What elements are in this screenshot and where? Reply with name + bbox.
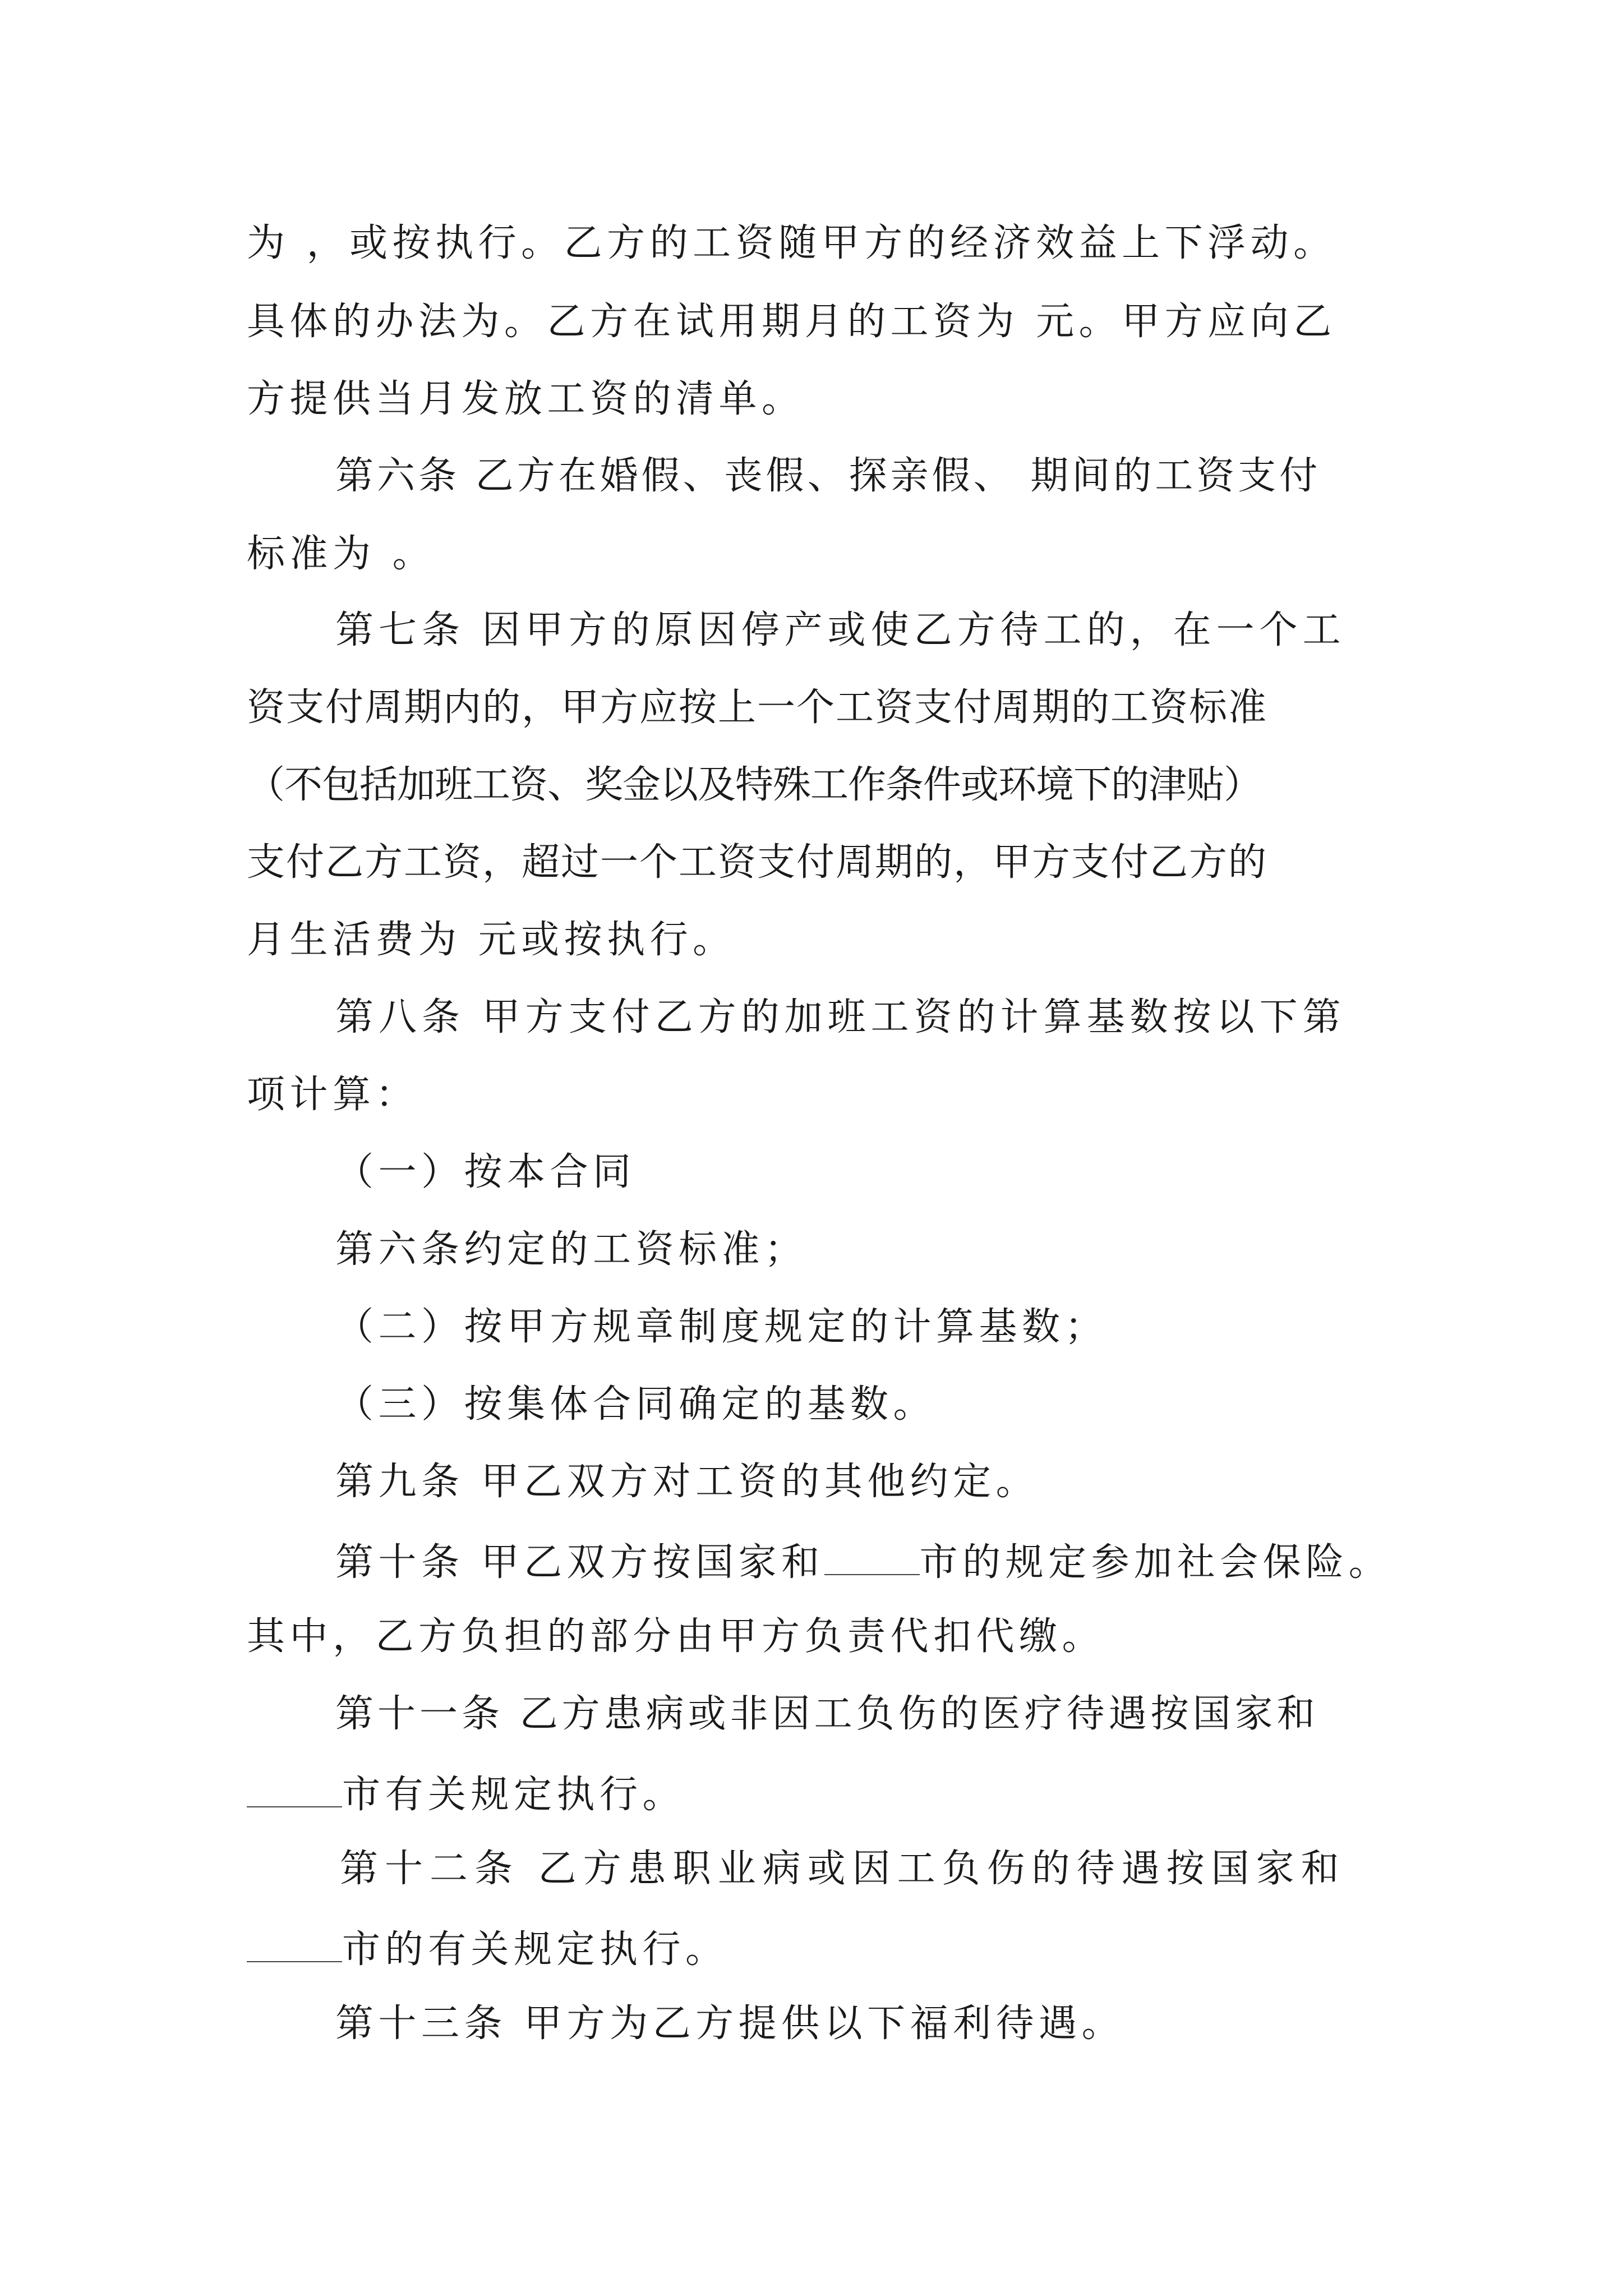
text-line: 第十一条 乙方患病或非因工负伤的医疗待遇按国家和	[335, 1692, 1319, 1736]
text-line: 月生活费为 元或按执行。	[247, 918, 736, 962]
text-line: 其中，乙方负担的部分由甲方负责代扣代缴。	[247, 1614, 1105, 1659]
text-line	[335, 1540, 1392, 1585]
text-line	[247, 1927, 728, 1972]
text-line: 第六条 乙方在婚假、丧假、探亲假、 期间的工资支付	[335, 454, 1321, 498]
text-line: 项计算：	[247, 1073, 419, 1117]
text-line: 第十三条 甲方为乙方提供以下福利待遇。	[335, 2001, 1125, 2046]
text-line: 第九条 甲乙双方对工资的其他约定。	[335, 1460, 1039, 1504]
text-segment: 第十条 甲乙双方按国家和	[335, 1540, 824, 1585]
text-line	[247, 1773, 686, 1817]
text-line: （一）按本合同	[335, 1150, 636, 1194]
fill-in-blank	[247, 1927, 342, 1962]
text-line: 具体的办法为。乙方在试用期月的工资为 元。甲方应向乙	[247, 300, 1336, 344]
text-line: 为 ，或按执行。乙方的工资随甲方的经济效益上下浮动。	[247, 221, 1336, 265]
text-line: 第七条 因甲方的原因停产或使乙方待工的，在一个工	[335, 608, 1346, 652]
text-line: 第十二条 乙方患职业病或因工负伤的待遇按国家和	[340, 1847, 1346, 1891]
text-line: 支付乙方工资，超过一个工资支付周期的，甲方支付乙方的	[247, 840, 1268, 885]
text-line: 标准为 。	[247, 532, 436, 576]
fill-in-blank	[247, 1773, 342, 1807]
text-line: 方提供当月发放工资的清单。	[247, 377, 805, 421]
text-line: （二）按甲方规章制度规定的计算基数；	[335, 1305, 1108, 1349]
text-line: （不包括加班工资、奖金以及特殊工作条件或环境下的津贴）	[247, 763, 1262, 807]
text-line: 第八条 甲方支付乙方的加班工资的计算基数按以下第	[335, 995, 1346, 1039]
text-segment: 市的规定参加社会保险。	[919, 1540, 1392, 1585]
text-segment: 市有关规定执行。	[342, 1773, 686, 1817]
text-line: 第六条约定的工资标准；	[335, 1227, 808, 1272]
text-line: （三）按集体合同确定的基数。	[335, 1382, 937, 1427]
text-segment: 市的有关规定执行。	[342, 1927, 728, 1972]
text-line: 资支付周期内的，甲方应按上一个工资支付周期的工资标准	[247, 685, 1268, 730]
fill-in-blank	[824, 1540, 920, 1575]
